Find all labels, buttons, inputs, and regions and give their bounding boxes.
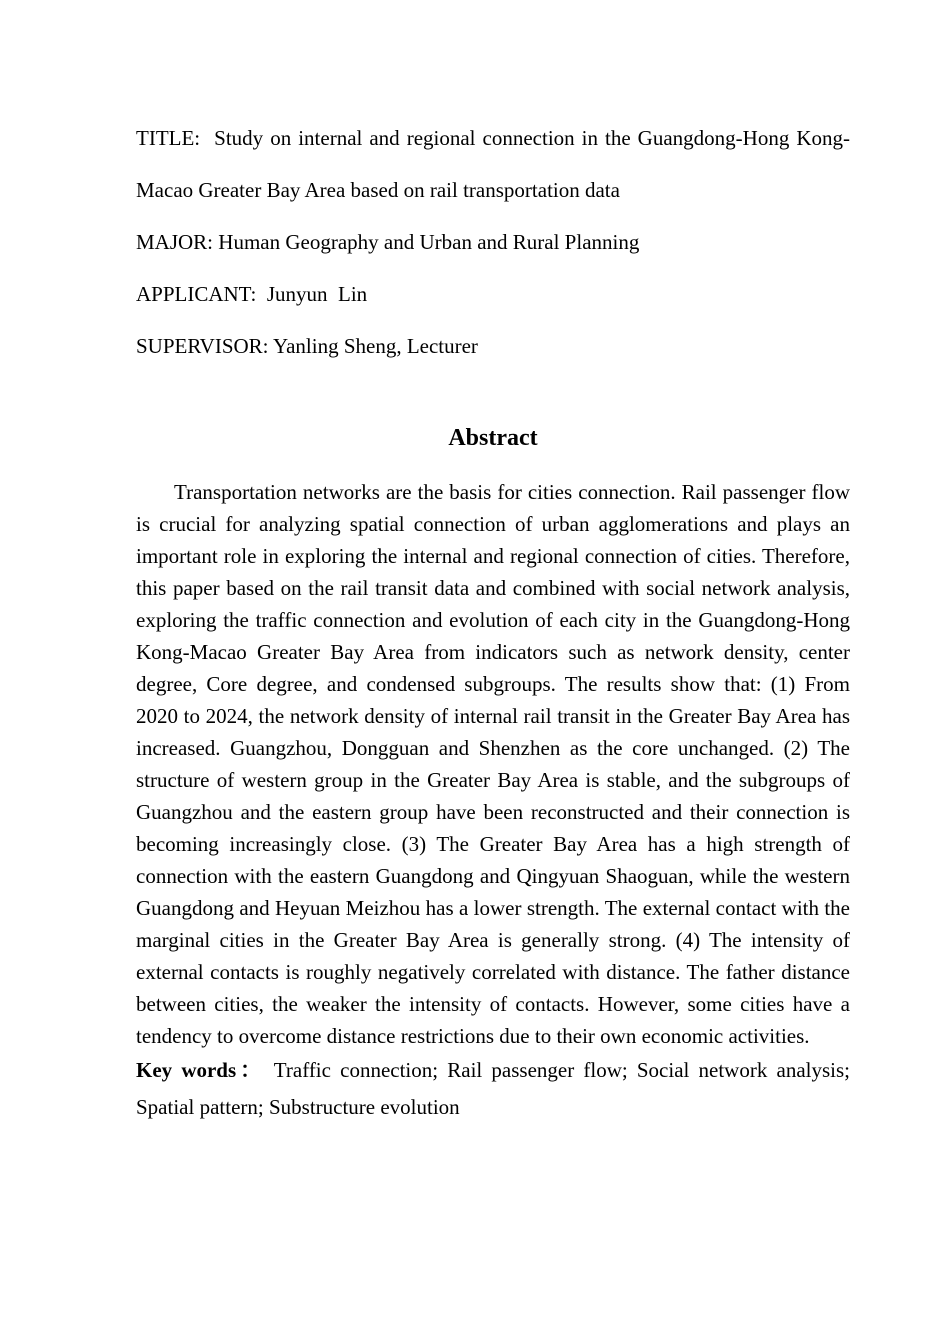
major-line bbox=[136, 216, 850, 268]
supervisor-value: Yanling Sheng, Lecturer bbox=[273, 334, 478, 358]
keywords-line bbox=[136, 1052, 850, 1126]
major-label: MAJOR: bbox=[136, 230, 214, 254]
document-page bbox=[136, 112, 850, 1126]
applicant-value: Junyun Lin bbox=[266, 282, 368, 306]
applicant-line bbox=[136, 268, 850, 320]
title-value: Study on internal and regional connection in the Guangdong-Hong Kong-Macao Greater Bay Area based on rail transportation data bbox=[136, 126, 851, 202]
title-label: TITLE: bbox=[136, 126, 201, 150]
supervisor-label: SUPERVISOR: bbox=[136, 334, 269, 358]
major-value: Human Geography and Urban and Rural Planning bbox=[218, 230, 640, 254]
keywords-value: Traffic connection; Rail passenger flow; Social network analysis; Spatial pattern; Substructure evolution bbox=[136, 1058, 850, 1119]
keywords-label: Key words： bbox=[136, 1058, 265, 1082]
thesis-metadata bbox=[136, 112, 850, 372]
abstract-heading: Abstract bbox=[448, 425, 538, 451]
applicant-label: APPLICANT: bbox=[136, 282, 257, 306]
supervisor-line bbox=[136, 320, 850, 372]
title-line bbox=[136, 112, 850, 216]
abstract-body: Transportation networks are the basis for cities connection. Rail passenger flow is crucial for analyzing spatial connection of urban agglomerations and plays an important role in exploring the internal and regional connection of cities. Therefore, this paper based on the rail transit data and combined with social network analysis, exploring the traffic connection and evolution of each city in the Guangdong-Hong Kong-Macao Greater Bay Area from indicators such as network density, center degree, Core degree, and condensed subgroups. The results show that: (1) From 2020 to 2024, the network density of internal rail transit in the Greater Bay Area has increased. Guangzhou, Dongguan and Shenzhen as the core unchanged. (2) The structure of western group in the Greater Bay Area is stable, and the subgroups of Guangzhou and the eastern group have been reconstructed and their connection is becoming increasingly close. (3) The Greater Bay Area has a high strength of connection with the eastern Guangdong and Qingyuan Shaoguan, while the western Guangdong and Heyuan Meizhou has a lower strength. The external contact with the marginal cities in the Greater Bay Area is generally strong. (4) The intensity of external contacts is roughly negatively correlated with distance. The father distance between cities, the weaker the intensity of contacts. However, some cities have a tendency to overcome distance restrictions due to their own economic activities. bbox=[136, 480, 850, 1048]
